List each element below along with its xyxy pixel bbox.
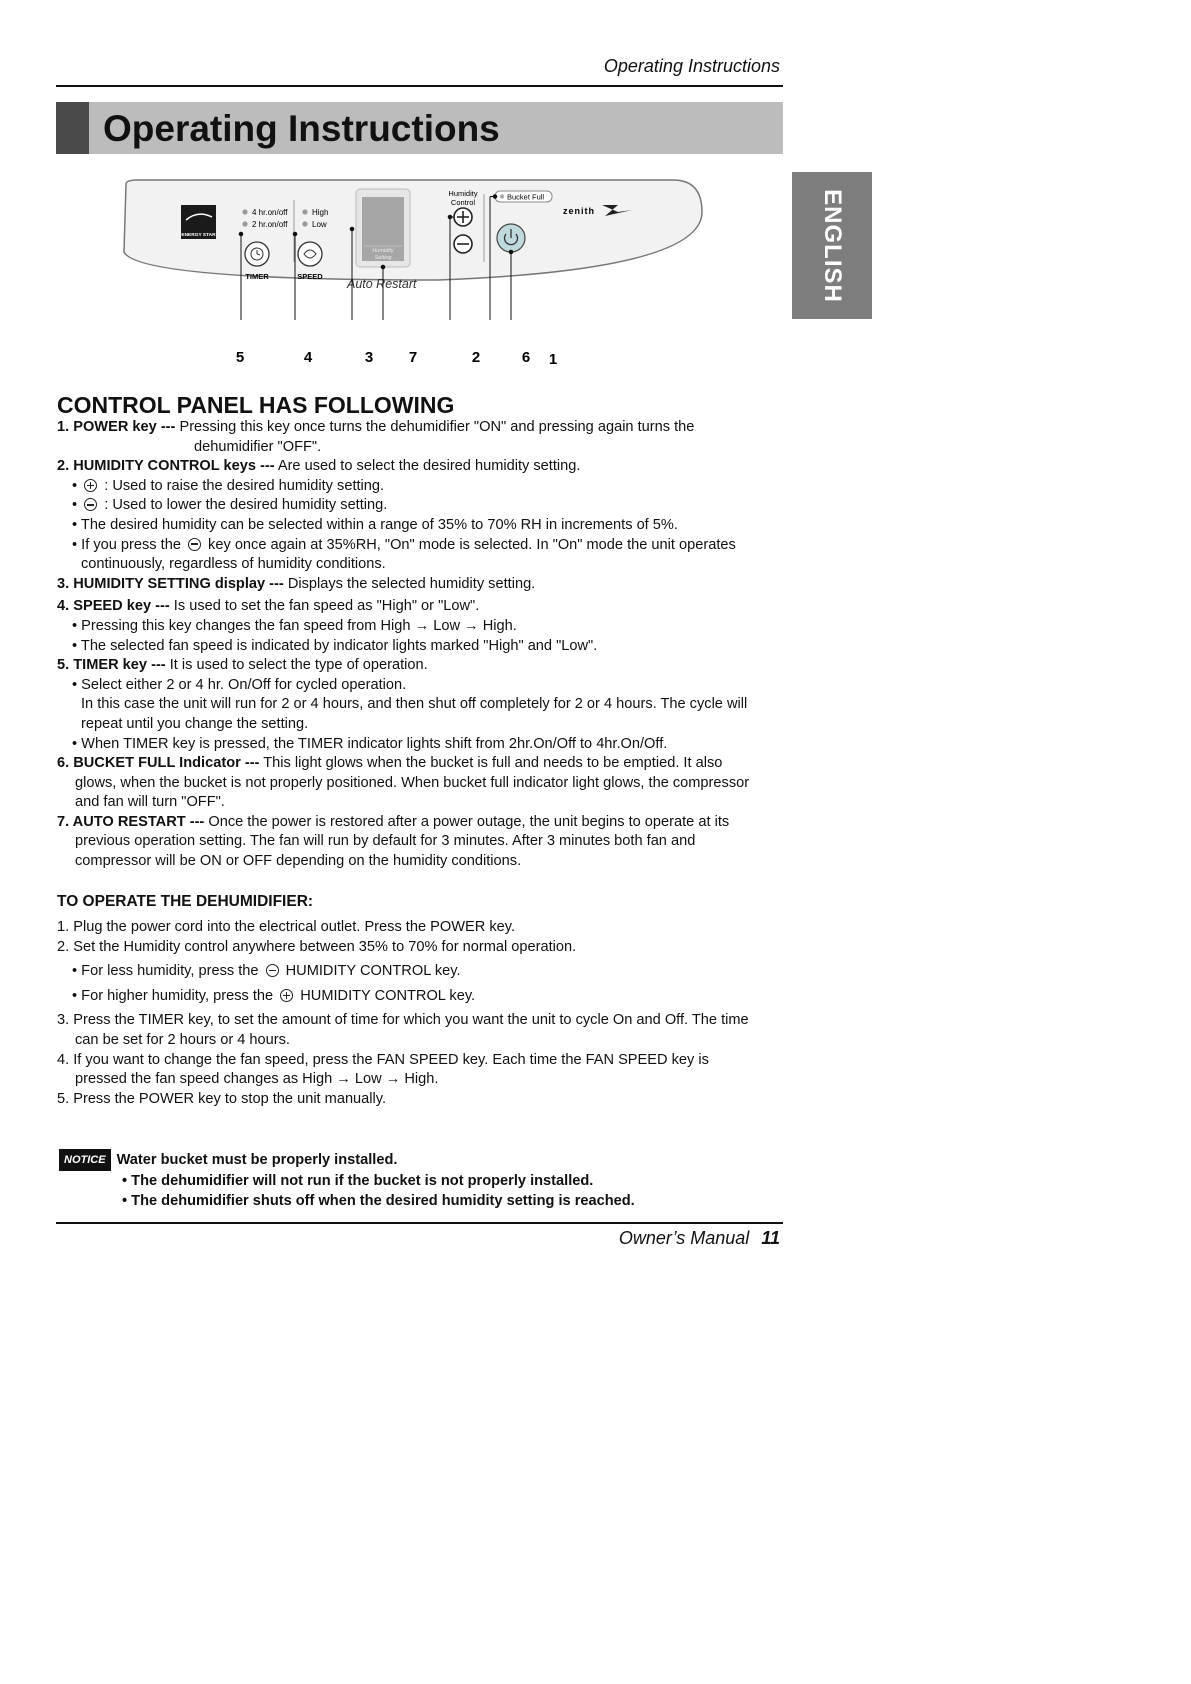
humidity-control-label-2: Control bbox=[450, 198, 476, 207]
control-panel-diagram bbox=[118, 172, 718, 372]
callout-7: 7 bbox=[408, 349, 418, 366]
footer-rule bbox=[56, 1222, 783, 1224]
speed-button-icon bbox=[298, 242, 322, 266]
list-item: 1. Plug the power cord into the electrical outlet. Press the POWER key. bbox=[57, 919, 516, 935]
language-tab bbox=[792, 172, 872, 319]
callout-3: 3 bbox=[364, 349, 374, 366]
notice-line-2: • The dehumidifier will not run if the bucket is not properly installed. bbox=[122, 1173, 594, 1189]
timer-4hr-label: 4 hr.on/off bbox=[252, 208, 288, 217]
bucket-full-light-icon bbox=[500, 194, 504, 198]
list-item: 4. SPEED key --- Is used to set the fan speed as "High" or "Low". bbox=[57, 598, 480, 615]
list-item: 6. BUCKET FULL Indicator --- This light glows when the bucket is full and needs to be emptied. It also bbox=[57, 755, 723, 772]
list-item: 5. Press the POWER key to stop the unit manually. bbox=[57, 1090, 387, 1107]
control-panel-list: 1. POWER key --- Pressing this key once turns the dehumidifier "ON" and pressing again turns the dehumidifier "OFF". 2. HUMIDITY CONTROL keys --- Are used to select the desired humidity setting. • : Used to raise the desired humidity setting. • : Used to lower the desired humidity setting. • The desired humidity can be selected within a range of 35% to 70% RH in increments of 5%. • If you press the key once again at 35%RH, "On" mode is selected. In "On" mode the unit operates continuously, regardless of humidity conditions. 3. HUMIDITY SETTING display --- Displays the selected humidity setting. 4. SPEED key --- Is used to set the fan speed as "High" or "Low". • Pressing this key changes the fan speed from High → Low → High. • The selected fan speed is indicated by indicator lights marked "High" and "Low". 5. TIMER key --- It is used to select the type of operation. • Select either 2 or 4 hr. On/Off for cycled operation. In this case the unit will run for 2 or 4 hours, and then shut off completely for 2 or 4 hours. The cycle will repeat until you change the setting. • When TIMER key is pressed, the TIMER indicator lights shift from 2hr.On/Off to 4hr.On/Off. 6. BUCKET FULL Indicator --- This light glows when the bucket is full and needs to be emptied. It also glows, when the bucket is not properly positioned. When bucket full indicator light glows, the compressor and fan will turn "OFF". 7. AUTO RESTART --- Once the power is restored after a power outage, the unit begins to operate at its previous operation setting. The fan will run by default for 3 minutes. After 3 minutes both fan and compressor will be ON or OFF depending on the humidity conditions. bbox=[57, 418, 787, 872]
speed-low-light-icon bbox=[302, 221, 307, 226]
plus-key-icon bbox=[280, 989, 293, 1002]
header-rule bbox=[56, 85, 783, 87]
display-label-2: Setting bbox=[374, 255, 392, 261]
callout-2: 2 bbox=[471, 349, 481, 366]
list-item: 3. Press the TIMER key, to set the amount of time for which you want the unit to cycle On and Off. The time bbox=[57, 1012, 749, 1029]
footer-label: Owner’s Manual bbox=[618, 1228, 750, 1248]
speed-high-label: High bbox=[312, 208, 329, 217]
notice-line-3: • The dehumidifier shuts off when the desired humidity setting is reached. bbox=[122, 1193, 635, 1209]
callout-1: 1 bbox=[548, 351, 558, 368]
callout-6: 6 bbox=[521, 349, 531, 366]
bucket-full-label: Bucket Full bbox=[507, 192, 545, 202]
list-item: 3. HUMIDITY SETTING display --- Displays the selected humidity setting. bbox=[57, 575, 536, 592]
timer-2hr-light-icon bbox=[242, 221, 247, 226]
page-title: Operating Instructions bbox=[103, 108, 500, 149]
notice-badge: NOTICE bbox=[59, 1149, 111, 1171]
timer-2hr-label: 2 hr.on/off bbox=[252, 220, 288, 229]
callout-5: 5 bbox=[235, 349, 245, 366]
page-footer bbox=[56, 1228, 780, 1249]
operate-steps: 1. Plug the power cord into the electrical outlet. Press the POWER key. 2. Set the Humidity control anywhere between 35% to 70% for normal operation. • For less humidity, press the HUMIDITY CONTROL key. • For higher humidity, press the HUMIDITY CONTROL key. 3. Press the TIMER key, to set the amount of time for which you want the unit to cycle On and Off. The time can be set for 2 hours or 4 hours. 4. If you want to change the fan speed, press the FAN SPEED key. Each time the FAN SPEED key is pressed the fan speed changes as High → Low → High. 5. Press the POWER key to stop the unit manually. bbox=[57, 918, 787, 1109]
running-header: Operating Instructions bbox=[603, 56, 780, 76]
speed-low-label: Low bbox=[312, 220, 327, 229]
list-item: 4. If you want to change the fan speed, press the FAN SPEED key. Each time the FAN SPEED key is bbox=[57, 1051, 709, 1068]
list-item: 2. HUMIDITY CONTROL keys --- Are used to select the desired humidity setting. bbox=[57, 458, 581, 475]
notice-block bbox=[59, 1149, 635, 1211]
speed-high-light-icon bbox=[302, 209, 307, 214]
plus-key-icon bbox=[84, 479, 97, 492]
list-item: 5. TIMER key --- It is used to select the type of operation. bbox=[57, 657, 428, 674]
operate-heading: TO OPERATE THE DEHUMIDIFIER: bbox=[57, 893, 314, 910]
list-item: 7. AUTO RESTART --- Once the power is restored after a power outage, the unit begins to operate at its bbox=[57, 813, 730, 830]
language-tab-label: ENGLISH bbox=[819, 188, 846, 303]
brand-logo-text: zenith bbox=[563, 206, 595, 216]
display-label-1: Humidity bbox=[372, 248, 394, 254]
list-item: 1. POWER key --- Pressing this key once turns the dehumidifier "ON" and pressing again turns the bbox=[57, 419, 695, 435]
energy-star-text: ENERGY STAR bbox=[181, 233, 216, 238]
timer-key-label: TIMER bbox=[245, 272, 269, 281]
notice-line-1: Water bucket must be properly installed. bbox=[116, 1152, 398, 1168]
minus-key-icon bbox=[188, 538, 201, 551]
callout-4: 4 bbox=[303, 349, 313, 366]
title-bar bbox=[56, 102, 783, 154]
control-panel-heading: CONTROL PANEL HAS FOLLOWING bbox=[57, 392, 455, 418]
speed-key-label: SPEED bbox=[297, 272, 323, 281]
page-number: 11 bbox=[761, 1228, 780, 1248]
minus-key-icon bbox=[266, 964, 279, 977]
minus-key-icon bbox=[84, 498, 97, 511]
auto-restart-label: Auto Restart bbox=[347, 277, 417, 291]
title-bar-accent bbox=[56, 102, 89, 154]
humidity-control-label-1: Humidity bbox=[448, 189, 478, 198]
timer-4hr-light-icon bbox=[242, 209, 247, 214]
list-item: 2. Set the Humidity control anywhere between 35% to 70% for normal operation. bbox=[57, 938, 577, 955]
